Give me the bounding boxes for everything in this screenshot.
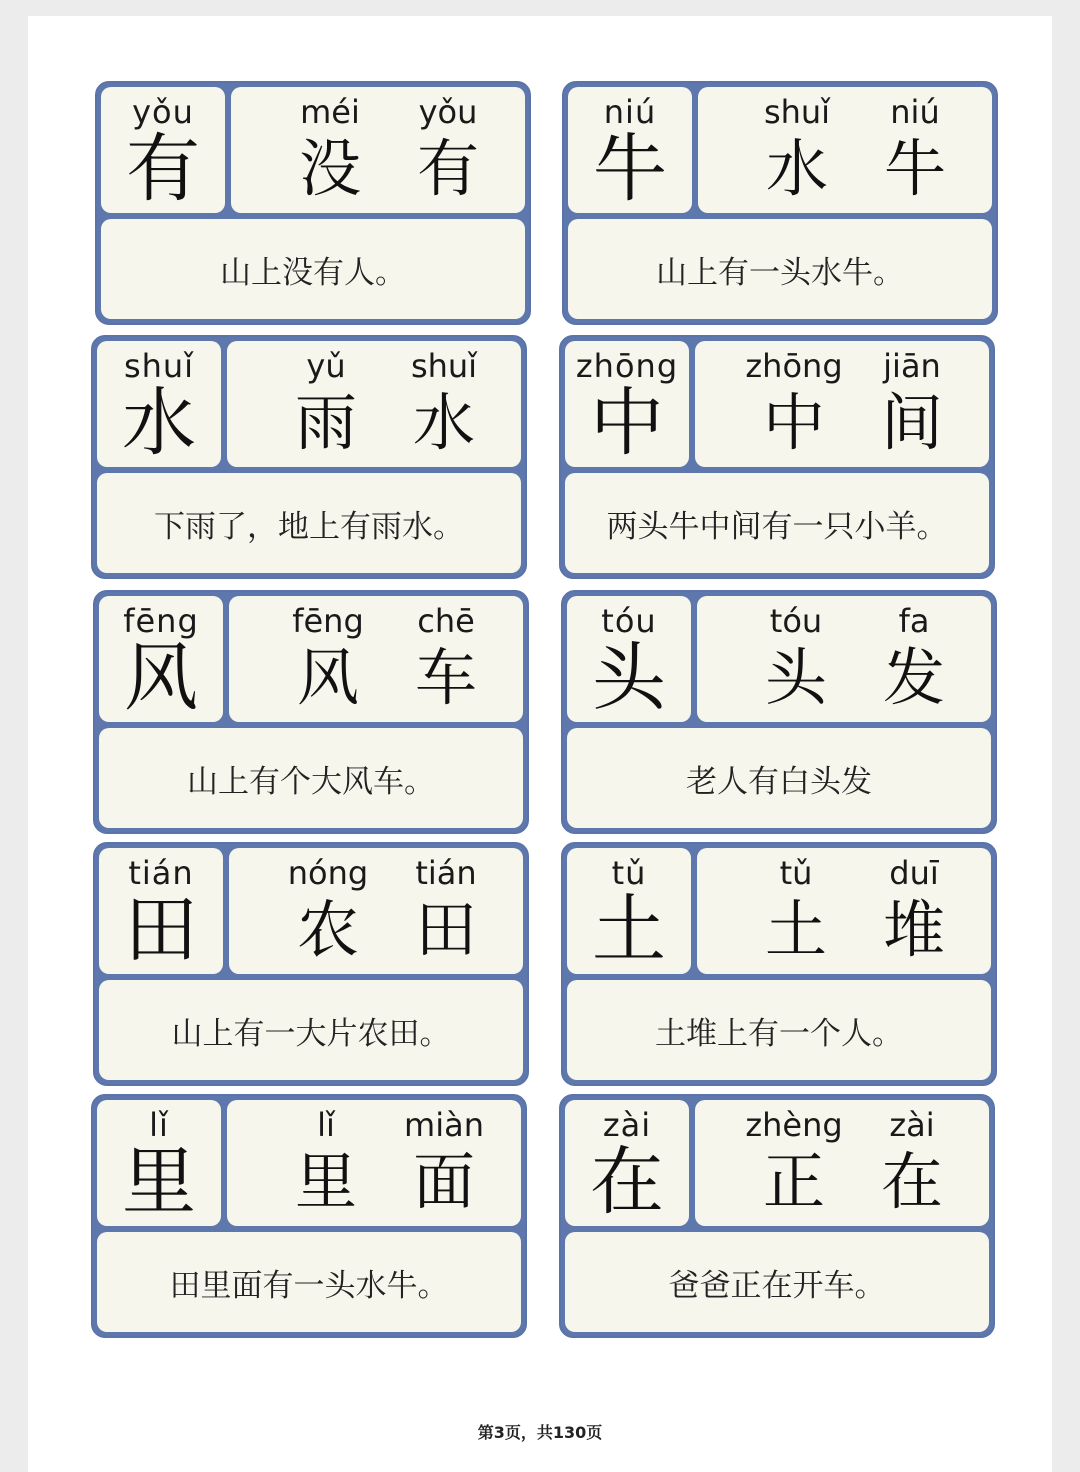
- word-cell: [695, 1100, 989, 1226]
- word-pinyin-row: [271, 93, 507, 131]
- example-sentence: 山上有一大片农田。: [171, 1015, 451, 1052]
- character: 田: [124, 887, 198, 973]
- word-character: 雨: [294, 386, 357, 459]
- character: 在: [590, 1139, 664, 1225]
- character-pinyin: fēng: [123, 602, 199, 640]
- character: 里: [122, 1139, 196, 1225]
- word-pinyin-row: [269, 602, 505, 640]
- character-pinyin: lǐ: [149, 1106, 169, 1144]
- word-pinyin-syllable: jiān: [883, 347, 941, 385]
- character-cell: [568, 87, 692, 213]
- word-character: 有: [416, 132, 479, 205]
- word-cell: [697, 596, 991, 722]
- word-character: 里: [294, 1145, 357, 1218]
- sentence-cell: [565, 473, 989, 573]
- word-characters-row: [269, 894, 505, 966]
- example-sentence: 两头牛中间有一只小羊。: [606, 508, 948, 545]
- word-cell: [229, 596, 523, 722]
- character: 风: [124, 635, 198, 721]
- word-character: 牛: [883, 132, 946, 205]
- character-pinyin: shuǐ: [123, 347, 195, 385]
- word-character: 面: [412, 1145, 475, 1218]
- word-character: 土: [764, 893, 827, 966]
- flashcard: [93, 590, 529, 834]
- flashcard: [91, 1094, 527, 1338]
- word-pinyin-syllable: chē: [417, 602, 475, 640]
- word-pinyin-row: [267, 1106, 503, 1144]
- word-pinyin-syllable: tián: [415, 854, 477, 892]
- word-pinyin-row: [737, 854, 973, 892]
- word-character: 发: [882, 641, 945, 714]
- sentence-cell: [101, 219, 525, 319]
- sentence-cell: [99, 728, 523, 828]
- flashcard: [559, 1094, 995, 1338]
- word-pinyin-syllable: shuǐ: [763, 93, 831, 131]
- word-characters-row: [735, 387, 971, 459]
- flashcard: [562, 81, 998, 325]
- word-character: 在: [880, 1145, 943, 1218]
- example-sentence: 老人有白头发: [686, 763, 872, 800]
- character-pinyin: tóu: [601, 602, 657, 640]
- word-pinyin-syllable: zhōng: [745, 347, 843, 385]
- example-sentence: 土堆上有一个人。: [655, 1015, 903, 1052]
- word-cell: [698, 87, 992, 213]
- sentence-cell: [97, 473, 521, 573]
- character-cell: [97, 341, 221, 467]
- word-pinyin-syllable: nóng: [287, 854, 369, 892]
- word-pinyin-syllable: zài: [889, 1106, 935, 1144]
- word-pinyin-row: [267, 347, 503, 385]
- character-cell: [565, 341, 689, 467]
- word-pinyin-syllable: zhèng: [745, 1106, 843, 1144]
- word-pinyin-row: [269, 854, 505, 892]
- word-character: 田: [414, 893, 477, 966]
- sentence-cell: [567, 728, 991, 828]
- character: 中: [590, 380, 664, 466]
- word-characters-row: [267, 1146, 503, 1218]
- word-pinyin-row: [737, 602, 973, 640]
- word-character: 正: [762, 1145, 825, 1218]
- character-pinyin: tǔ: [611, 854, 647, 892]
- sentence-cell: [97, 1232, 521, 1332]
- word-cell: [229, 848, 523, 974]
- flashcard: [95, 81, 531, 325]
- page-number: 第3页，共130页: [477, 1423, 603, 1442]
- sentence-cell: [99, 980, 523, 1080]
- word-character: 中: [762, 386, 825, 459]
- character: 牛: [593, 126, 667, 212]
- example-sentence: 爸爸正在开车。: [668, 1267, 886, 1304]
- word-character: 风: [296, 641, 359, 714]
- example-sentence: 下雨了，地上有雨水。: [154, 508, 464, 545]
- flashcard: [561, 842, 997, 1086]
- word-characters-row: [737, 642, 973, 714]
- character-cell: [567, 596, 691, 722]
- word-character: 堆: [882, 893, 945, 966]
- word-character: 农: [296, 893, 359, 966]
- word-cell: [695, 341, 989, 467]
- word-pinyin-syllable: fa: [898, 602, 930, 640]
- word-pinyin-syllable: miàn: [404, 1106, 484, 1144]
- word-pinyin-row: [735, 347, 971, 385]
- character: 有: [126, 126, 200, 212]
- flashcard: [561, 590, 997, 834]
- character-cell: [101, 87, 225, 213]
- word-pinyin-row: [738, 93, 974, 131]
- character-pinyin: zài: [602, 1106, 652, 1144]
- word-pinyin-syllable: fēng: [292, 602, 364, 640]
- sentence-cell: [565, 1232, 989, 1332]
- word-character: 头: [764, 641, 827, 714]
- word-pinyin-syllable: lǐ: [317, 1106, 335, 1144]
- word-pinyin-syllable: yǔ: [306, 347, 346, 385]
- example-sentence: 田里面有一头水牛。: [169, 1267, 449, 1304]
- character-cell: [99, 596, 223, 722]
- word-character: 水: [412, 386, 475, 459]
- character-pinyin: niú: [603, 93, 657, 131]
- example-sentence: 山上没有人。: [220, 254, 406, 291]
- word-characters-row: [269, 642, 505, 714]
- word-characters-row: [735, 1146, 971, 1218]
- word-pinyin-syllable: niú: [890, 93, 940, 131]
- sentence-cell: [568, 219, 992, 319]
- word-characters-row: [267, 387, 503, 459]
- character: 土: [592, 887, 666, 973]
- character: 头: [592, 635, 666, 721]
- word-character: 间: [880, 386, 943, 459]
- flashcard: [91, 335, 527, 579]
- word-cell: [231, 87, 525, 213]
- character: 水: [122, 380, 196, 466]
- word-pinyin-syllable: yǒu: [418, 93, 478, 131]
- word-character: 水: [765, 132, 828, 205]
- word-character: 没: [298, 132, 361, 205]
- character-cell: [567, 848, 691, 974]
- word-pinyin-syllable: tóu: [769, 602, 823, 640]
- word-pinyin-syllable: tǔ: [779, 854, 813, 892]
- word-character: 车: [414, 641, 477, 714]
- word-pinyin-syllable: méi: [300, 93, 360, 131]
- example-sentence: 山上有一头水牛。: [656, 254, 904, 291]
- character-pinyin: yǒu: [132, 93, 194, 131]
- word-cell: [227, 1100, 521, 1226]
- character-cell: [565, 1100, 689, 1226]
- word-pinyin-syllable: shuǐ: [410, 347, 478, 385]
- word-characters-row: [738, 133, 974, 205]
- character-pinyin: zhōng: [575, 347, 679, 385]
- character-cell: [99, 848, 223, 974]
- flashcard: [93, 842, 529, 1086]
- character-cell: [97, 1100, 221, 1226]
- example-sentence: 山上有个大风车。: [187, 763, 435, 800]
- worksheet-page: [28, 16, 1052, 1472]
- word-cell: [697, 848, 991, 974]
- character-pinyin: tián: [128, 854, 194, 892]
- word-characters-row: [737, 894, 973, 966]
- sentence-cell: [567, 980, 991, 1080]
- word-cell: [227, 341, 521, 467]
- word-pinyin-syllable: duī: [889, 854, 939, 892]
- word-pinyin-row: [735, 1106, 971, 1144]
- word-characters-row: [271, 133, 507, 205]
- flashcard: [559, 335, 995, 579]
